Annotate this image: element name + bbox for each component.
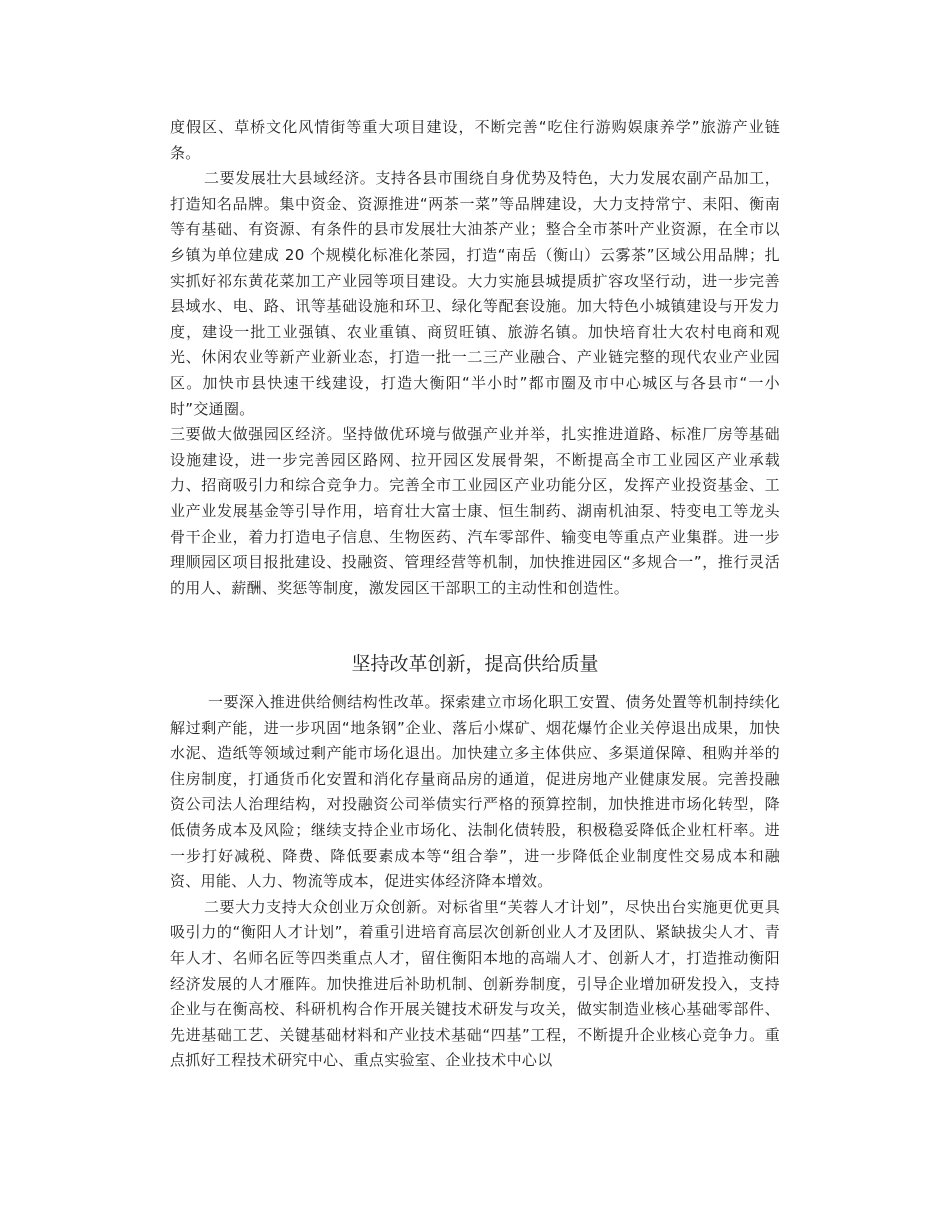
top-text-block	[170, 115, 780, 601]
section-heading: 坚持改革创新，提高供给质量	[351, 653, 599, 675]
paragraph-park-economy: 三要做大做强园区经济。坚持做优环境与做强产业并举，扎实推进道路、标准厂房等基础设施建设，进一步完善园区路网、拉开园区发展骨架，不断提高全市工业园区产业承载力、招商吸引力和综合竞争力。完善全市工业园区产业功能分区，发挥产业投资基金、工业产业发展基金等引导作用，培育壮大富士康、恒生制药、湖南机油泵、特变电工等龙头骨干企业，着力打造电子信息、生物医药、汽车零部件、输变电等重点产业集群。进一步理顺园区项目报批建设、投融资、管理经营等机制，加快推进园区“多规合一”，推行灵活的用人、薪酬、奖惩等制度，激发园区干部职工的主动性和创造性。	[170, 425, 780, 597]
paragraph-innovation: 二要大力支持大众创业万众创新。对标省里“芙蓉人才计划”，尽快出台实施更优更具吸引力的“衡阳人才计划”，着重引进培育高层次创新创业人才及团队、紧缺拔尖人才、青年人才、名师名匠等四类重点人才，留住衡阳本地的高端人才、创新人才，打造推动衡阳经济发展的人才雁阵。加快推进后补助机制、创新券制度，引导企业增加研发投入，支持企业与在衡高校、科研机构合作开展关键技术研发与攻关，做实制造业核心基础零部件、先进基础工艺、关键基础材料和产业技术基础“四基”工程，不断提升企业核心竞争力。重点抓好工程技术研究中心、重点实验室、企业技术中心以	[170, 897, 780, 1070]
paragraph-tourism-continuation: 度假区、草桥文化风情街等重大项目建设，不断完善“吃住行游购娱康养学”旅游产业链条。	[170, 118, 780, 162]
paragraph-supply-side-reform: 一要深入推进供给侧结构性改革。探索建立市场化职工安置、债务处置等机制持续化解过剩产能，进一步巩固“地条钢”企业、落后小煤矿、烟花爆竹企业关停退出成果，加快水泥、造纸等领域过剩产能市场化退出。加快建立多主体供应、多渠道保障、租购并举的住房制度，打通货币化安置和消化存量商品房的通道，促进房地产业健康发展。完善投融资公司法人治理结构，对投融资公司举债实行严格的预算控制，加快推进市场化转型，降低债务成本及风险；继续支持企业市场化、法制化债转股，积极稳妥降低企业杠杆率。进一步打好减税、降费、降低要素成本等“组合拳”，进一步降低企业制度性交易成本和融资、用能、人力、物流等成本，促进实体经济降本增效。	[170, 693, 780, 891]
bottom-text-block	[170, 690, 780, 1074]
paragraph-county-economy: 二要发展壮大县域经济。支持各县市围绕自身优势及特色，大力发展农副产品加工，打造知名品牌。集中资金、资源推进“两茶一菜”等品牌建设，大力支持常宁、耒阳、衡南等有基础、有资源、有条件的县市发展壮大油茶产业；整合全市茶叶产业资源，在全市以乡镇为单位建成 20 个规模化标准化茶园，打造“南岳（衡山）云雾茶”区域公用品牌；扎实抓好祁东黄花菜加工产业园等项目建设。大力实施县城提质扩容攻坚行动，进一步完善县域水、电、路、讯等基础设施和环卫、绿化等配套设施。加大特色小城镇建设与开发力度，建设一批工业强镇、农业重镇、商贸旺镇、旅游名镇。加快培育壮大农村电商和观光、休闲农业等新产业新业态，打造一批一二三产业融合、产业链完整的现代农业产业园区。加快市县快速干线建设，打造大衡阳“半小时”都市圈及市中心城区与各县市“一小时”交通圈。	[170, 169, 780, 418]
